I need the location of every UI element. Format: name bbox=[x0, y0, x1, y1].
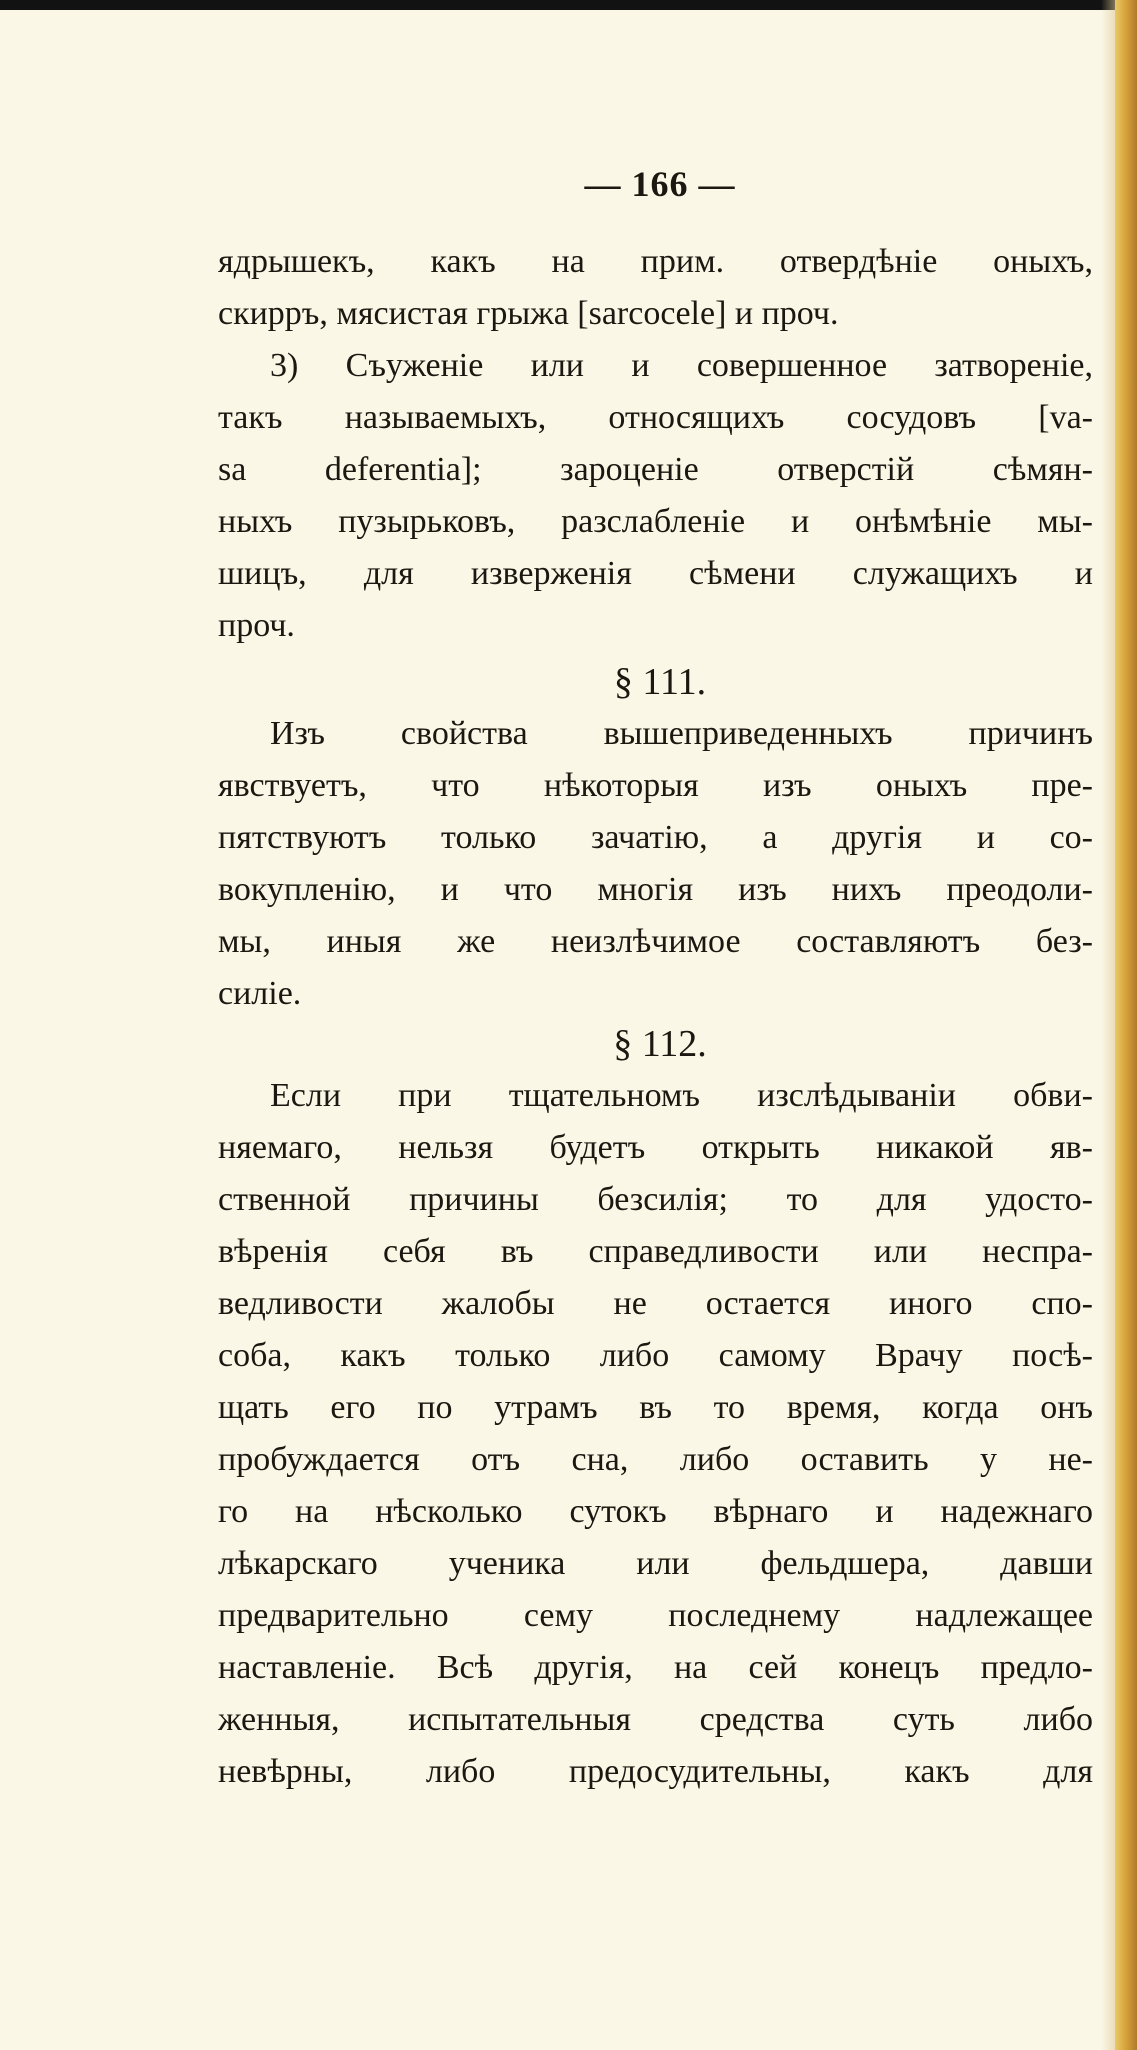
text-line: ныхъ пузырьковъ, разслабленіе и онѣмѣніе мы- bbox=[218, 503, 1093, 540]
text-line: ядрышекъ, какъ на прим. отвердѣніе оныхъ, bbox=[218, 243, 1093, 280]
text-line: предварительно сему последнему надлежащее bbox=[218, 1597, 1093, 1634]
text-line: явствуетъ, что нѣкоторыя изъ оныхъ пре- bbox=[218, 767, 1093, 804]
text-line: ведливости жалобы не остается иного спо- bbox=[218, 1285, 1093, 1322]
text-line: невѣрны, либо предосудительны, какъ для bbox=[218, 1753, 1093, 1790]
paragraph-2 bbox=[218, 340, 1093, 652]
text-line: такъ называемыхъ, относящихъ сосудовъ [va- bbox=[218, 399, 1093, 436]
top-page-edge bbox=[0, 0, 1137, 10]
paragraph-1 bbox=[218, 236, 1093, 340]
text-line: Изъ свойства вышеприведенныхъ причинъ bbox=[270, 715, 1093, 752]
text-line: 3) Съуженіе или и совершенное затвореніе, bbox=[270, 347, 1093, 384]
section-heading-112: § 112. bbox=[613, 1023, 707, 1065]
paragraph-3 bbox=[218, 708, 1093, 1020]
text-line: мы, иныя же неизлѣчимое составляютъ без- bbox=[218, 923, 1093, 960]
page-number: — 166 — bbox=[584, 164, 736, 204]
text-line: sa deferentia]; зароценіе отверстій сѣмян- bbox=[218, 451, 1093, 488]
text-line: го на нѣсколько сутокъ вѣрнаго и надежнаго bbox=[218, 1493, 1093, 1530]
text-line: проч. bbox=[218, 607, 295, 644]
text-line: ственной причины безсилія; то для удосто- bbox=[218, 1181, 1093, 1218]
text-line: Если при тщательномъ изслѣдываніи обви- bbox=[270, 1077, 1093, 1114]
text-line: вокупленію, и что многія изъ нихъ преодоли- bbox=[218, 871, 1093, 908]
text-line: скирръ, мясистая грыжа [sarcocele] и проч. bbox=[218, 295, 839, 332]
text-line: лѣкарскаго ученика или фельдшера, давши bbox=[218, 1545, 1093, 1582]
text-line: наставленіе. Всѣ другія, на сей конецъ предло- bbox=[218, 1649, 1093, 1686]
text-line: щать его по утрамъ въ то время, когда онъ bbox=[218, 1389, 1093, 1426]
text-line: силіе. bbox=[218, 975, 302, 1012]
section-heading-111: § 111. bbox=[613, 661, 707, 703]
text-line: вѣренія себя въ справедливости или неспра- bbox=[218, 1233, 1093, 1270]
text-line: соба, какъ только либо самому Врачу посѣ- bbox=[218, 1337, 1093, 1374]
paragraph-4 bbox=[218, 1070, 1093, 1798]
text-line: пятствуютъ только зачатію, а другія и со- bbox=[218, 819, 1093, 856]
text-line: женныя, испытательныя средства суть либо bbox=[218, 1701, 1093, 1738]
text-line: пробуждается отъ сна, либо оставить у не- bbox=[218, 1441, 1093, 1478]
text-line: няемаго, нельзя будетъ открыть никакой яв- bbox=[218, 1129, 1093, 1166]
text-line: шицъ, для изверженія сѣмени служащихъ и bbox=[218, 555, 1093, 592]
